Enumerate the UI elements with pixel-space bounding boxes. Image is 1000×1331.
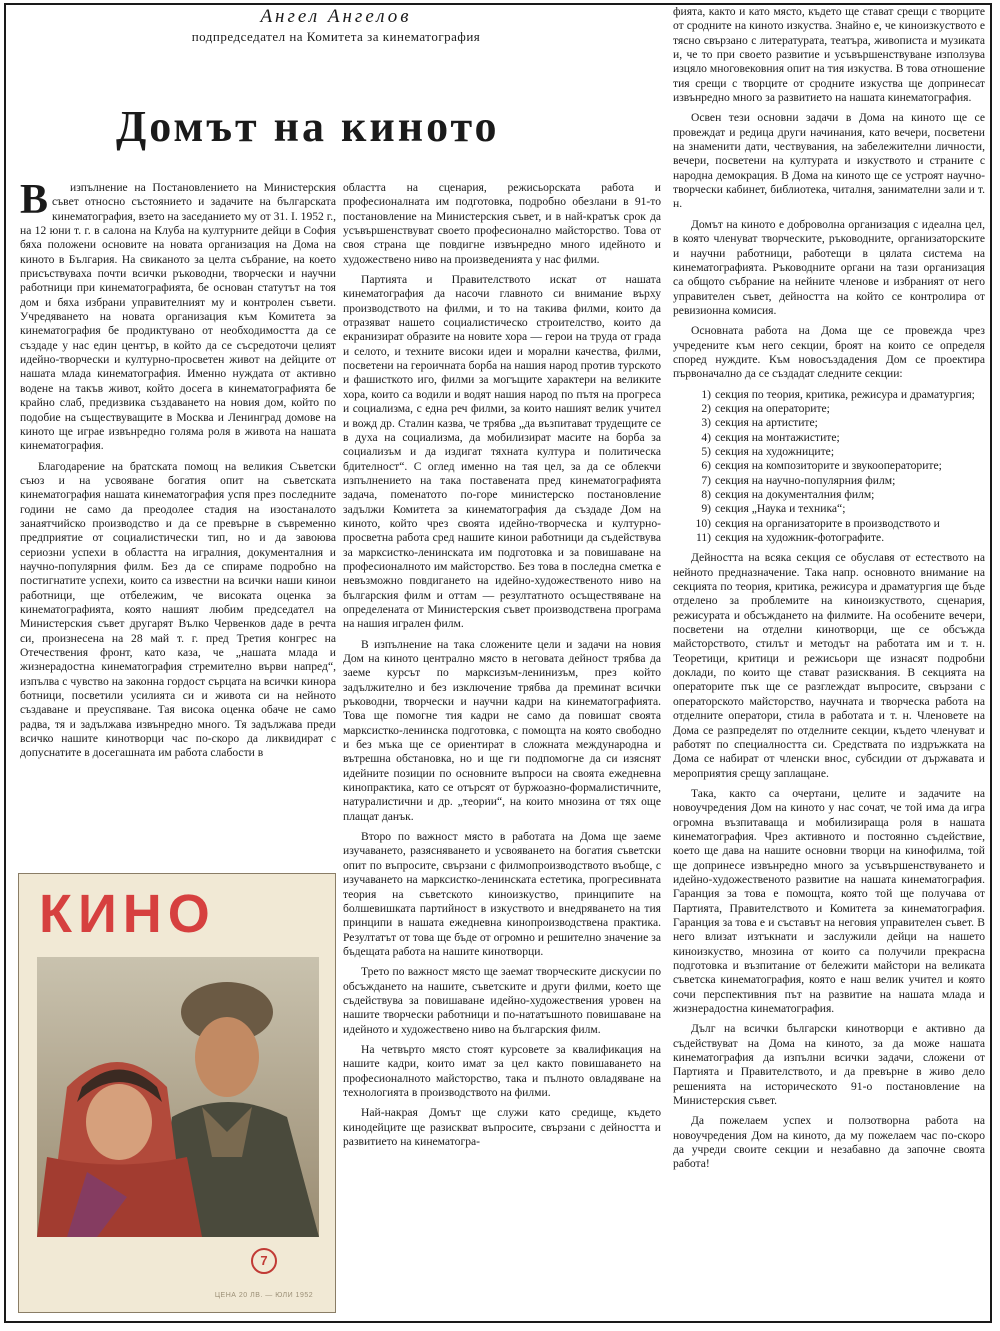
byline (166, 5, 506, 45)
paragraph: Партията и Правителството искат от нашата кинематография да насочи главното си внимание върху производството на филми, и то на такива филми, които да отразяват нашето социалистическо строителство, които да екранизират образите на новите хора — герои на труда от града и селото, и техните високи идеи и морални качества, филми, посветени на героичната борба на нашия народ против турското и фашисткото иго, филми за могъщите характери на великите хора, които са водили и водят нашия народ по пътя на прогреса и социализма, с една реч филми, за които нашият велик учител и вожд др. Сталин казва, че трябва „да възпитават трудещите се в духа на социализма, да мобилизират масите на борба за социализъм и да издигат тяхната култура и политическа бдителност“. С оглед именно на тая цел, за да се облекчи изпълнението на така поставената пред кинематографията задача, поменатото по-горе министерско постановление задължи Комитета за кинематография да създаде Дом на киното, който чрез своята идейно-творческа и културно-просветна работа сред нашите кинои работници да съдействува за марксистко-ленинската им подготовка и за повишаване на професионалното им майсторство. Без това в последна сметка е невъзможно повдигането на идейно-художественото ниво на българския филм и оттам — резултатното осъществяване на определената от Министерския съвет производствена програма на нашия игрален филм. (343, 273, 661, 631)
author-name: Ангел Ангелов (260, 6, 412, 27)
paragraph: Дейността на всяка секция се обуславя от естеството на нейното предназначение. Така напр. основното внимание на секцията по теория, критика, режисура и драматургия ще бъде отделено за проблемите на киноизкуството, сценария, режисурата и обсъждането на филмите. На особените вечери, посветени на отделни кинотворци, ще се обсъжда майсторството, стилът и методът на работата им и т. н. Теоретици, критици и режисьори ще изнасят подробни доклади, по които ще стават разисквания. В секцията на операторите пък ще се разглеждат въпросите, свързани с операторското майсторство, научната и творческа работа на отделните оператори, стила в работата и т. н. Членовете на Дома се разпределят по отделните секции, където членуват и работят по специалността си. Средствата по издръжката на Дома се набират от членски внос, субсидии от държавата и мероприятия срещу заплащане. (673, 551, 985, 780)
paragraph: В изпълнение на така сложените цели и задачи на новия Дом на киното централно място в неговата дейност трябва да заеме курсът по марксизъм-ленинизъм, през който задължително и без изключение трябва да преминат всички ръководни, творчески и научни кадри на кинематографията. Това ще помогне тия кадри не само да повишат своята марксистко-ленинска подготовка, с помощта на която свободно и без мъка ще се ориентират в сложната международна и вътрешна обстановка, но и ще ги подпомогне да си изяснят идейните позиции по основните въпроси на своята ежедневна кинопрактика, като се отърсят от буржоазно-формалистичните, натуралистични и др. „теории“, на които мнозина от тях още плащат данък. (343, 637, 661, 823)
sections-list (673, 388, 985, 546)
paragraph: Основната работа на Дома ще се провежда чрез учредените към него секции, броят на които се определя според нуждите. Към новосъздадения Дом се проектира първоначално да се създадат следните секции: (673, 324, 985, 381)
paragraph-text: изпълнение на Постановлението на Министерския съвет относно състоянието и задачите на българската кинематография, взето на заседанието му от 31. I. 1952 г., на 12 юни т. г. в салона на Клуба на културните дейци в София бяха положени основите на новата организация на Дома на киното в България. На свиканото за целта събрание, на което присъствуваха почти всички ръководни, творчески и научни работници при кинематографията, бе основан статутът на тоя дом и бяха избрани управителният му и контролен съвети. Учредяването на новата организация към Комитета за кинематография бе продиктувано от необходимостта да се създаде у нас един център, в който да се съсредоточи целият идейно-творчески и културно-просветен живот на дейците от нашата млада кинематография. Именно нуждата от активно водене на такъв живот, който досега в кинематографията бе крайно слаб, предизвика създаването на новия дом, който по подобие на съществуващите в Москва и Ленинград домове на киното ще играе извънредно голяма роля в живота на нашата кинематография. (20, 181, 336, 453)
paragraph (20, 181, 336, 454)
list-item (689, 531, 985, 545)
paragraph: Второ по важност място в работата на Дома ще заеме изучаването, разясняването и усвояването на богатия съветски опит по въпросите, свързани с филмопроизводството въобще, с изучаването на марксистко-ленинската естетика, прогресивната теория на съветското киноизкуство, принципите на болшевишката партийност в изкуството и внедряването на тия принципи в нашата ежедневна кинопроизводствена практика. Резултатът от това ще бъде от огромно и решително значение за бъдещата работа на нашите кинотворци. (343, 830, 661, 958)
list-text: секция на композиторите и звукооператорите; (715, 459, 942, 473)
paragraph: Да пожелаем успех и ползотворна работа на новоучредения Дом на киното, да му пожелаем час по-скоро да учреди своите секции и незабавно да започне своята работа! (673, 1114, 985, 1171)
list-item (689, 402, 985, 416)
paragraph: Най-накрая Домът ще служи като средище, където кинодейците ще разискват въпросите, свързани с дейността и развитието на кинематогра- (343, 1106, 661, 1148)
list-item (689, 445, 985, 459)
list-number: 8) (701, 488, 711, 501)
list-text: секция на художниците; (715, 444, 835, 458)
list-number: 2) (701, 401, 711, 415)
paragraph: Трето по важност място ще заемат творческите дискусии по обсъждането на нашите, съветските и други филми, което ще съдействува за повишаване идейно-художествения уровен на нашите творчески работници и по-нататъшното повишаване на идейното и художествено ниво на българския филм. (343, 965, 661, 1036)
drop-cap: В (20, 181, 49, 223)
list-item (689, 502, 985, 516)
list-text: секция „Наука и техника“; (715, 502, 846, 516)
paragraph: На четвърто място стоят курсовете за квалификация на нашите кадри, които имат за цел както повишаването на професионалното майсторство, така и пълното овладяване на технологията в производството на филми. (343, 1042, 661, 1099)
article-headline: Домът на киното (116, 102, 500, 151)
paragraph: областта на сценария, режисьорската работа и професионалната им подготовка, подробно обезлани в 91-то постановление на Министерския съвет, и в най-кратък срок да усъвършенствуват своето професионално майсторство. Това от своя страна ще повдигне извънредно много идейното и художествено ниво на произведенията у нас филми. (343, 181, 661, 266)
column-1 (20, 181, 336, 862)
paragraph: фията, както и като място, където ще стават срещи с творците от сродните на киното изкуства. Знайно е, че киноизкуството е тясно свързано с литературата, театъра, живописта и музиката и, че то при своето развитие и усъвършенствуване използува изцяло многовековния опит на тия изкуства. В това отношение тия срещи с творците от сродните изкуства ще допринесат извънредно много за развитието на нашата кинематография. (673, 5, 985, 105)
list-number: 9) (701, 502, 711, 516)
list-text: секция на артистите; (715, 416, 818, 430)
list-number: 5) (701, 444, 711, 458)
list-item (689, 488, 985, 502)
issue-number: 7 (251, 1248, 277, 1274)
list-text: секция на организаторите в производството и (715, 516, 940, 530)
cover-footer: ЦЕНА 20 ЛВ. — ЮЛИ 1952 (214, 1292, 314, 1299)
list-item (689, 431, 985, 445)
list-number: 4) (701, 430, 711, 444)
list-number: 11) (695, 531, 711, 545)
list-number: 7) (701, 473, 711, 487)
column-3 (673, 5, 985, 1317)
list-number: 3) (701, 416, 711, 430)
column-2 (343, 181, 661, 1319)
list-text: секция на монтажистите; (715, 430, 840, 444)
list-text: секция на документалния филм; (715, 488, 875, 501)
list-item (689, 517, 985, 531)
list-number: 10) (695, 516, 711, 530)
list-item (689, 416, 985, 430)
paragraph: Дълг на всички български кинотворци е активно да съдействуват на Дома на киното, за да може нашата кинематография да изпълни всички задачи, сложени от Партията и Правителството, и да превърне в живо дело решенията на историческото 91-о постановление на Министерския съвет. (673, 1022, 985, 1108)
list-item (689, 388, 985, 402)
list-item (689, 459, 985, 473)
list-text: секция по теория, критика, режисура и драматургия; (715, 387, 975, 401)
cover-photo (37, 957, 319, 1237)
author-position: подпредседател на Комитета за кинематография (191, 29, 481, 44)
list-text: секция на операторите; (715, 401, 830, 415)
magazine-cover (18, 873, 336, 1313)
paragraph: Освен тези основни задачи в Дома на киното ще се провеждат и редица други начинания, като вечери, посветени на знаменити дати, чествувания, на забележителни личности, вечери, посветени на културата и изкуството и страните с народна демокрация. В Дома на киното ще се устроят научно-творчески кабинет, библиотека, читалня, занимателни зали и т. н. (673, 111, 985, 211)
paragraph: Благодарение на братската помощ на великия Съветски съюз и на усвояване богатия опит на съветската кинематография нашата кинематография успя през последните години не само да преодолее стадия на изостаналото занаятчийско производство и да се превърне в съвременно предприятие от социалистически тип, но и да завоюва сериозни успехи в областта на игралния, документалния и научно-популярния филм. Без да се спираме подробно на постигнатите успехи, които са известни на всички наши кинои работници, ще отбележим, че високата оценка за кинематографията, която нашият любим председател на Министерския съвет другарят Вълко Червенков даде в речта си, произнесена на 28 май т. г. пред Третия конгрес на Отечествения фронт, като каза, че „нашата млада и жизнерадостна кинематография стремително върви напред“, изпълва с чувство на законна гордост сърцата на всички кинора ботници, посветили усилията си и живота си на нейното създаване и преуспяване. Тая висока оценка обаче не само радва, тя и задължава извънредно много. Тя задължава преди всичко нашите кинотворци час по-скоро да ликвидират с допуснатите в досегашната им работа слабости в (20, 459, 336, 760)
list-number: 1) (701, 387, 711, 401)
cover-title: КИНО (39, 884, 216, 944)
list-number: 6) (701, 459, 711, 473)
paragraph: Така, както са очертани, целите и задачите на новоучредения Дом на киното у нас сочат, че той има да игра огромна възпитаваща и мобилизираща роля в нашата кинематография. Чрез активното и постоянно съдействие, което ще дава на нашите основни творци на кинофилма, той ще допринесе извънредно много за усъвършенствуването и идейно-художественото развитие на нашата кинематография. Гаранция за това е помощта, която той ще получава от Партията, Правителството и Комитета за кинематография. Гаранция за това е и съставът на неговия управителен съвет. В него влизат изтъкнати и заслужили дейци на нашето киноизкуство, мнозина от които са получили прекрасна подготовка и възпитание от бележити майстори на великата съветска кинематография, която е наш велик учител и която сочи перспективния път на развитие на нашата млада и жизнерадостна кинематография. (673, 786, 985, 1016)
list-text: секция на научно-популярния филм; (715, 473, 896, 487)
list-text: секция на художник-фотографите. (715, 531, 885, 545)
list-item (689, 474, 985, 488)
article-page (4, 3, 992, 1323)
paragraph: Домът на киното е доброволна организация с идеална цел, в която членуват творческите, ръководните, организаторските и научни работници, работещи в цялата система на кинематографията. Ръководните органи на тази организация са общото събрание на нейните членове и избраният от него управителен съвет, дейността на който се контролира от ревизионна комисия. (673, 217, 985, 317)
